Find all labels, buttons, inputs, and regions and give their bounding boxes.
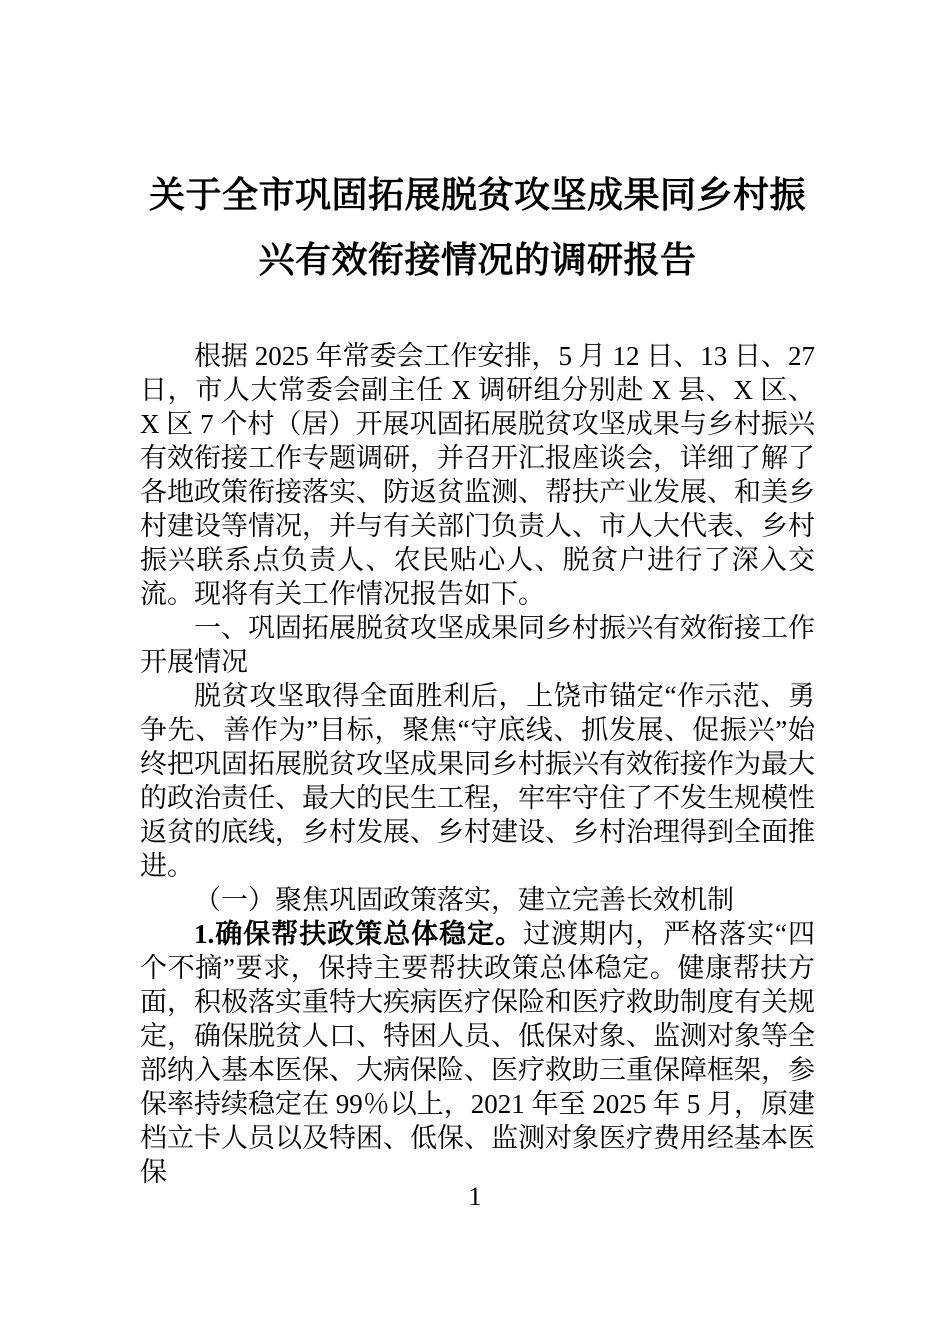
page-number: 1	[468, 1182, 482, 1211]
section-1-overview-paragraph: 脱贫攻坚取得全面胜利后，上饶市锚定“作示范、勇争先、善作为”目标，聚焦“守底线、抓发展、促振兴”始终把巩固拓展脱贫攻坚成果同乡村振兴有效衔接作为最大的政治责任、最大的民生工程，牢牢守住了不发生规模性返贫的底线，乡村发展、乡村建设、乡村治理得到全面推进。	[140, 681, 815, 881]
document-title: 关于全市巩固拓展脱贫攻坚成果同乡村振兴有效衔接情况的调研报告	[148, 175, 806, 280]
paragraph-lead: 1.确保帮扶政策总体稳定。	[194, 919, 524, 949]
section-heading-1: 一、巩固拓展脱贫攻坚成果同乡村振兴有效衔接工作开展情况	[140, 613, 815, 677]
document-body	[140, 339, 815, 1189]
document-content	[140, 163, 815, 1189]
sub-section-heading-1: （一）聚焦巩固政策落实，建立完善长效机制	[194, 885, 734, 915]
intro-paragraph: 根据 2025 年常委会工作安排，5 月 12 日、13 日、27 日，市人大常委会副主任 X 调研组分别赴 X 县、X 区、X 区 7 个村（居）开展巩固拓展脱贫攻坚成果与乡村振兴有效衔接工作专题调研，并召开汇报座谈会，详细了解了各地政策衔接落实、防返贫监测、帮扶产业发展、和美乡村建设等情况，并与有关部门负责人、市人大代表、乡村振兴联系点负责人、农民贴心人、脱贫户进行了深入交流。现将有关工作情况报告如下。	[140, 341, 815, 609]
numbered-point-1-paragraph: 1.确保帮扶政策总体稳定。过渡期内，严格落实“四个不摘”要求，保持主要帮扶政策总体稳定。健康帮扶方面，积极落实重特大疾病医疗保险和医疗救助制度有关规定，确保脱贫人口、特困人员、低保对象、监测对象等全部纳入基本医保、大病保险、医疗救助三重保障框架，参保率持续稳定在 99％以上，2021 年至 2025 年 5 月，原建档立卡人员以及特困、低保、监测对象医疗费用经基本医保	[140, 919, 816, 1187]
